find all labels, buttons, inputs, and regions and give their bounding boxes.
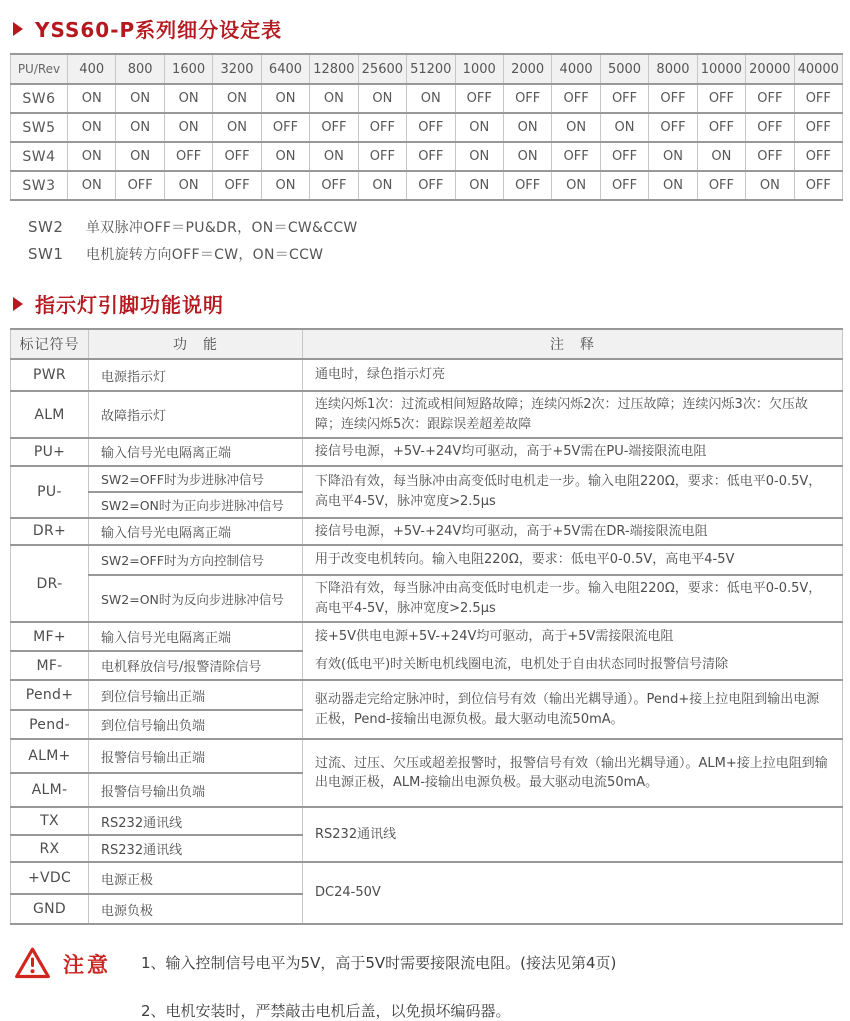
dip-col-header: 6400: [261, 54, 309, 84]
pin-label: PWR: [11, 359, 89, 391]
dip-cell: OFF: [213, 171, 261, 200]
pin-label: ALM-: [11, 773, 89, 807]
pin-table-header-row: [11, 329, 843, 359]
pin-note: 接信号电源，+5V-+24V均可驱动，高于+5V需在PU-端接限流电阻: [303, 438, 843, 466]
notice-label: 注意: [63, 953, 111, 977]
dip-cell: OFF: [794, 171, 842, 200]
dip-cell: ON: [358, 171, 406, 200]
pin-label: DR+: [11, 518, 89, 546]
pin-function: 电源负极: [89, 894, 303, 924]
row-pend-plus: [11, 680, 843, 710]
row-tx: [11, 807, 843, 835]
dip-header-row: [11, 54, 843, 84]
dip-cell: OFF: [310, 113, 358, 142]
row-alm: [11, 391, 843, 438]
dip-col-header: 400: [68, 54, 116, 84]
dip-col-header: 8000: [649, 54, 697, 84]
dip-cell: ON: [552, 113, 600, 142]
dip-cell: OFF: [310, 171, 358, 200]
dip-col-header: 25600: [358, 54, 406, 84]
pin-function: 报警信号输出负端: [89, 773, 303, 807]
pin-note: 接+5V供电电源+5V-+24V均可驱动，高于+5V需接限流电阻: [303, 622, 843, 651]
dip-cell: OFF: [746, 142, 794, 171]
switch-note-label: SW2: [28, 217, 64, 236]
notice-items: [141, 945, 616, 1021]
dip-cell: OFF: [358, 113, 406, 142]
pin-function: 输入信号光电隔离正端: [89, 518, 303, 546]
dip-cell: OFF: [600, 84, 648, 113]
dip-cell: OFF: [213, 142, 261, 171]
dip-cell: ON: [68, 113, 116, 142]
pin-label: ALM+: [11, 739, 89, 773]
pin-function: 故障指示灯: [89, 391, 303, 438]
pin-label: +VDC: [11, 862, 89, 894]
dip-col-header: 1000: [455, 54, 503, 84]
dip-cell: ON: [213, 113, 261, 142]
dip-cell: ON: [116, 142, 164, 171]
section-microstep-title: [13, 14, 850, 43]
dip-cell: ON: [213, 84, 261, 113]
pin-note: RS232通讯线: [303, 807, 843, 862]
dip-col-header: 3200: [213, 54, 261, 84]
dip-cell: ON: [261, 142, 309, 171]
dip-col-header: 12800: [310, 54, 358, 84]
dip-col-header: 1600: [164, 54, 212, 84]
pin-label: MF-: [11, 651, 89, 680]
pin-label: PU-: [11, 466, 89, 518]
notice-block: [14, 945, 850, 1021]
row-mf-plus: [11, 622, 843, 651]
pin-label: ALM: [11, 391, 89, 438]
dip-cell: OFF: [552, 142, 600, 171]
dip-cell: ON: [68, 171, 116, 200]
dip-cell: OFF: [358, 142, 406, 171]
dip-cell: ON: [310, 142, 358, 171]
pin-function: 报警信号输出正端: [89, 739, 303, 773]
row-vdc: [11, 862, 843, 894]
pin-function: SW2=OFF时为方向控制信号: [89, 545, 303, 575]
section-title: 指示灯引脚功能说明: [35, 293, 224, 317]
dip-cell: ON: [310, 84, 358, 113]
dip-cell: ON: [455, 142, 503, 171]
switch-note-text: 单双脉冲OFF＝PU&DR，ON＝CW&CCW: [86, 219, 358, 236]
pin-note: 过流、过压、欠压或超差报警时，报警信号有效（输出光耦导通）。ALM+接上拉电阻到输出电源正极，ALM-接输出电源负极。最大驱动电流50mA。: [303, 739, 843, 807]
switch-note-sw2: [28, 213, 850, 240]
switch-notes: [28, 213, 850, 267]
pin-label: Pend+: [11, 680, 89, 710]
pin-note: DC24-50V: [303, 862, 843, 924]
dip-cell: ON: [503, 142, 551, 171]
dip-cell: OFF: [794, 142, 842, 171]
dip-cell: ON: [552, 171, 600, 200]
triangle-bullet-icon: [13, 22, 23, 36]
dip-cell: ON: [503, 113, 551, 142]
pin-note: 驱动器走完给定脉冲时，到位信号有效（输出光耦导通）。Pend+接上拉电阻到输出电源正极，Pend-接输出电源负极。最大驱动电流50mA。: [303, 680, 843, 739]
dip-cell: OFF: [600, 171, 648, 200]
switch-note-sw1: [28, 240, 850, 267]
dip-col-header: 4000: [552, 54, 600, 84]
row-mf-minus: [11, 651, 843, 680]
dip-cell: ON: [455, 113, 503, 142]
pin-function: SW2=ON时为反向步进脉冲信号: [89, 575, 303, 622]
dip-cell: OFF: [746, 84, 794, 113]
pin-function: RS232通讯线: [89, 807, 303, 835]
pin-function: 到位信号输出负端: [89, 710, 303, 739]
dip-cell: OFF: [794, 84, 842, 113]
pin-note: 连续闪烁1次：过流或相间短路故障；连续闪烁2次：过压故障；连续闪烁3次：欠压故障；连续闪烁5次：跟踪误差超差故障: [303, 391, 843, 438]
header-func: 功 能: [89, 329, 303, 359]
dip-cell: OFF: [407, 171, 455, 200]
dip-cell: OFF: [407, 142, 455, 171]
row-pwr: [11, 359, 843, 391]
section-pins-title: [13, 289, 850, 318]
dip-col-header: 5000: [600, 54, 648, 84]
dip-cell: ON: [407, 84, 455, 113]
dip-cell: ON: [261, 84, 309, 113]
pin-function: 电源指示灯: [89, 359, 303, 391]
pin-note: 下降沿有效，每当脉冲由高变低时电机走一步。输入电阻220Ω，要求：低电平0-0.5V，高电平4-5V，脉冲宽度>2.5μs: [303, 575, 843, 622]
row-dr-minus-off: [11, 545, 843, 575]
dip-cell: ON: [164, 84, 212, 113]
row-pu-minus-off: [11, 466, 843, 492]
pin-label: RX: [11, 835, 89, 862]
dip-cell: ON: [649, 142, 697, 171]
dip-col-header: 2000: [503, 54, 551, 84]
notice-item: 1、输入控制信号电平为5V，高于5V时需要接限流电阻。(接法见第4页): [141, 954, 617, 972]
pin-function: SW2=OFF时为步进脉冲信号: [89, 466, 303, 492]
pin-function: SW2=ON时为正向步进脉冲信号: [89, 492, 303, 518]
triangle-bullet-icon: [13, 297, 23, 311]
dip-cell: OFF: [503, 171, 551, 200]
warning-icon: [14, 946, 51, 984]
dip-cell: ON: [116, 113, 164, 142]
dip-corner-label: PU/Rev: [11, 54, 68, 84]
dip-row-label: SW5: [11, 113, 68, 142]
dip-row-sw4: [11, 142, 843, 171]
dip-cell: OFF: [600, 142, 648, 171]
dip-row-label: SW4: [11, 142, 68, 171]
row-alm-out-plus: [11, 739, 843, 773]
page-title: YSS60-P系列细分设定表: [35, 18, 283, 42]
dip-cell: OFF: [407, 113, 455, 142]
header-pin: 标记符号: [11, 329, 89, 359]
dip-cell: ON: [649, 171, 697, 200]
pin-note: 有效(低电平)时关断电机线圈电流，电机处于自由状态同时报警信号清除: [303, 651, 843, 680]
dip-cell: OFF: [697, 113, 745, 142]
pin-function: 输入信号光电隔离正端: [89, 622, 303, 651]
dip-cell: OFF: [261, 113, 309, 142]
dip-col-header: 40000: [794, 54, 842, 84]
pin-function: 电源正极: [89, 862, 303, 894]
row-dr-minus-on: [11, 575, 843, 622]
dip-cell: OFF: [649, 84, 697, 113]
dip-cell: OFF: [697, 171, 745, 200]
pin-label: GND: [11, 894, 89, 924]
dip-cell: OFF: [552, 84, 600, 113]
pin-function: RS232通讯线: [89, 835, 303, 862]
dip-table: [10, 53, 843, 201]
pin-label: PU+: [11, 438, 89, 466]
dip-cell: OFF: [455, 84, 503, 113]
dip-cell: OFF: [164, 142, 212, 171]
dip-row-sw3: [11, 171, 843, 200]
dip-cell: ON: [164, 171, 212, 200]
dip-cell: ON: [261, 171, 309, 200]
dip-cell: OFF: [649, 113, 697, 142]
dip-row-label: SW6: [11, 84, 68, 113]
pin-note: 接信号电源，+5V-+24V均可驱动，高于+5V需在DR-端接限流电阻: [303, 518, 843, 546]
pin-label: Pend-: [11, 710, 89, 739]
dip-cell: ON: [164, 113, 212, 142]
dip-cell: ON: [358, 84, 406, 113]
pin-function: 输入信号光电隔离正端: [89, 438, 303, 466]
pin-function: 到位信号输出正端: [89, 680, 303, 710]
pin-label: DR-: [11, 545, 89, 622]
dip-cell: ON: [600, 113, 648, 142]
dip-col-header: 800: [116, 54, 164, 84]
header-note: 注 释: [303, 329, 843, 359]
pin-label: MF+: [11, 622, 89, 651]
pin-note: 通电时，绿色指示灯亮: [303, 359, 843, 391]
switch-note-text: 电机旋转方向OFF＝CW，ON＝CCW: [86, 246, 324, 263]
dip-row-sw6: [11, 84, 843, 113]
pin-function-table: [10, 328, 843, 925]
pin-label: TX: [11, 807, 89, 835]
dip-cell: OFF: [794, 113, 842, 142]
dip-cell: OFF: [116, 171, 164, 200]
switch-note-label: SW1: [28, 244, 64, 263]
dip-row-label: SW3: [11, 171, 68, 200]
dip-cell: OFF: [746, 113, 794, 142]
dip-col-header: 51200: [407, 54, 455, 84]
dip-cell: ON: [455, 171, 503, 200]
dip-cell: ON: [697, 142, 745, 171]
pin-function: 电机释放信号/报警清除信号: [89, 651, 303, 680]
dip-cell: ON: [68, 142, 116, 171]
dip-cell: ON: [116, 84, 164, 113]
dip-cell: OFF: [503, 84, 551, 113]
pin-note: 下降沿有效，每当脉冲由高变低时电机走一步。输入电阻220Ω，要求：低电平0-0.5V，高电平4-5V，脉冲宽度>2.5μs: [303, 466, 843, 518]
dip-cell: ON: [746, 171, 794, 200]
dip-col-header: 20000: [746, 54, 794, 84]
notice-item: 2、电机安装时，严禁敲击电机后盖，以免损坏编码器。: [141, 1002, 511, 1020]
dip-row-sw5: [11, 113, 843, 142]
dip-col-header: 10000: [697, 54, 745, 84]
row-pu-plus: [11, 438, 843, 466]
pin-note: 用于改变电机转向。输入电阻220Ω，要求：低电平0-0.5V，高电平4-5V: [303, 545, 843, 575]
dip-cell: OFF: [697, 84, 745, 113]
dip-cell: ON: [68, 84, 116, 113]
row-dr-plus: [11, 518, 843, 546]
